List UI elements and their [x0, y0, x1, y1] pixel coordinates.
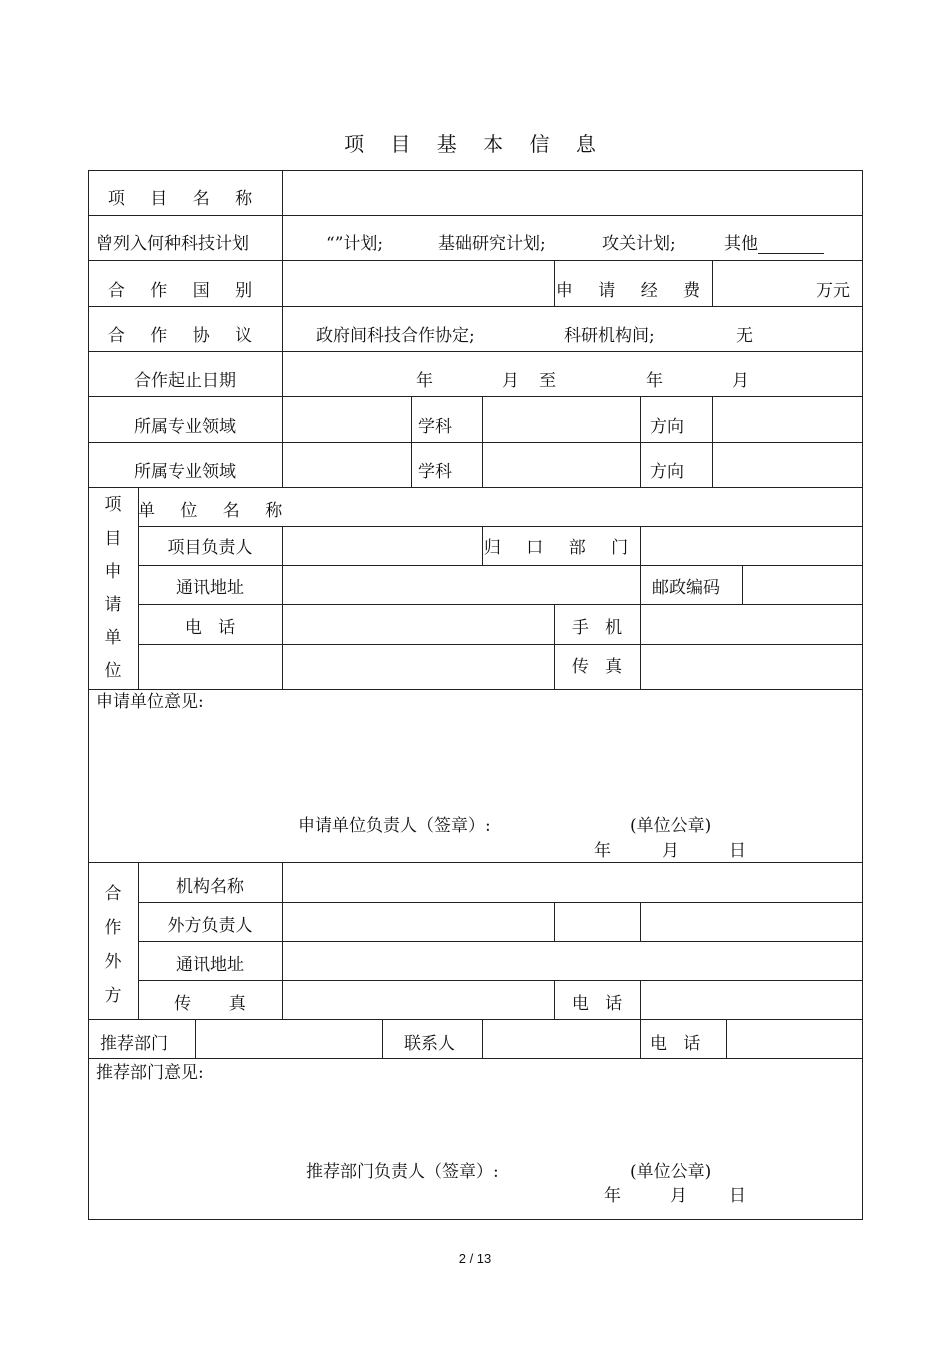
- recommend-opinion-label: 推荐部门意见:: [96, 1063, 204, 1083]
- side-char: 请: [104, 595, 122, 615]
- label-recommend-dept: 推荐部门: [100, 1034, 168, 1054]
- col-divider: [712, 396, 713, 487]
- funding-unit: 万元: [816, 281, 850, 301]
- col-divider: [195, 1019, 196, 1058]
- option-plan-tackle[interactable]: 攻关计划;: [602, 234, 676, 254]
- col-divider: [640, 396, 641, 487]
- col-divider: [726, 1019, 727, 1058]
- col-divider: [282, 862, 283, 1019]
- label-subject-2: 学科: [418, 462, 452, 482]
- col-divider: [640, 902, 641, 941]
- option-plan-other-label: 其他: [724, 234, 758, 254]
- row-divider: [88, 442, 863, 443]
- recommend-date-month: 月: [670, 1186, 687, 1206]
- option-plan-other[interactable]: [724, 234, 824, 254]
- partner-side-label: [88, 884, 138, 1006]
- border-bottom: [88, 1219, 863, 1220]
- label-direction-1: 方向: [650, 417, 684, 437]
- label-partner-phone: 电 话: [571, 994, 623, 1014]
- side-char: 位: [104, 661, 122, 681]
- period-year-end: 年: [646, 371, 663, 391]
- label-partner-fax: 传 真: [174, 994, 246, 1014]
- label-agreement: 合 作 协 议: [107, 326, 263, 346]
- col-divider: [282, 526, 283, 689]
- project-info-form: [88, 170, 863, 1220]
- label-project-leader: 项目负责人: [167, 538, 253, 558]
- label-partner-address: 通讯地址: [176, 955, 244, 975]
- col-divider: [640, 1019, 641, 1058]
- col-divider: [282, 170, 283, 487]
- col-divider: [640, 604, 641, 689]
- col-divider: [554, 902, 555, 941]
- label-org-name: 机构名称: [176, 877, 244, 897]
- border-right: [862, 170, 863, 1220]
- side-char: 合: [104, 884, 122, 904]
- side-char: 作: [104, 918, 122, 938]
- label-direction-2: 方向: [650, 462, 684, 482]
- applicant-date-month: 月: [662, 841, 679, 861]
- side-char: 方: [104, 986, 122, 1006]
- row-divider: [88, 260, 863, 261]
- option-agreement-none[interactable]: 无: [736, 326, 753, 346]
- label-fax: 传 真: [571, 657, 623, 677]
- label-field-2: 所属专业领域: [134, 462, 236, 482]
- label-recommend-phone: 电 话: [650, 1034, 701, 1054]
- applicant-date-year: 年: [594, 841, 611, 861]
- recommend-date-year: 年: [604, 1186, 621, 1206]
- row-divider: [138, 941, 863, 942]
- applicant-signer: 申请单位负责人（签章）:: [298, 816, 491, 836]
- side-char: 项: [104, 495, 122, 515]
- label-phone: 电 话: [184, 618, 236, 638]
- side-char: 申: [104, 562, 122, 582]
- label-address: 通讯地址: [176, 578, 244, 598]
- other-plan-blank[interactable]: [758, 235, 824, 254]
- label-postcode: 邮政编码: [652, 578, 720, 598]
- row-divider: [88, 1019, 863, 1020]
- col-divider: [482, 396, 483, 487]
- row-divider: [88, 351, 863, 352]
- border-top: [88, 170, 863, 171]
- col-divider: [742, 565, 743, 604]
- page-title: 项 目 基 本 信 息: [344, 132, 606, 156]
- period-month-start: 月: [502, 371, 519, 391]
- period-month-end: 月: [732, 371, 749, 391]
- label-mobile: 手 机: [571, 618, 623, 638]
- applicant-date-day: 日: [729, 841, 746, 861]
- option-agreement-gov[interactable]: 政府间科技合作协定;: [316, 326, 475, 346]
- row-divider: [88, 487, 863, 488]
- recommend-date-day: 日: [729, 1186, 746, 1206]
- row-divider: [88, 862, 863, 863]
- label-project-name: 项 目 名 称: [107, 189, 263, 209]
- row-divider: [88, 215, 863, 216]
- row-divider: [138, 644, 863, 645]
- label-plan: 曾列入何种科技计划: [96, 234, 249, 254]
- label-subject-1: 学科: [418, 417, 452, 437]
- row-divider: [88, 689, 863, 690]
- label-funding: 申 请 经 费: [555, 281, 711, 301]
- col-divider: [640, 980, 641, 1019]
- label-field-1: 所属专业领域: [134, 417, 236, 437]
- option-agreement-inst[interactable]: 科研机构间;: [564, 326, 655, 346]
- option-plan-basic[interactable]: 基础研究计划;: [438, 234, 546, 254]
- col-divider: [640, 565, 641, 604]
- row-divider: [88, 396, 863, 397]
- page-number: 2 / 13: [458, 1251, 492, 1266]
- row-divider: [88, 1058, 863, 1059]
- col-divider: [382, 1019, 383, 1058]
- period-year-start: 年: [416, 371, 433, 391]
- period-to: 至: [539, 371, 556, 391]
- col-divider: [411, 396, 412, 487]
- option-plan-1[interactable]: “”计划;: [326, 234, 384, 254]
- row-divider: [88, 306, 863, 307]
- label-contact: 联系人: [404, 1034, 455, 1054]
- side-char: 目: [104, 529, 122, 549]
- label-period: 合作起止日期: [134, 371, 236, 391]
- applicant-seal: (单位公章): [630, 816, 712, 836]
- col-divider: [640, 526, 641, 565]
- applicant-opinion-label: 申请单位意见:: [96, 692, 204, 712]
- row-divider: [138, 980, 863, 981]
- label-foreign-leader: 外方负责人: [167, 916, 253, 936]
- recommend-signer: 推荐部门负责人（签章）:: [306, 1162, 499, 1182]
- col-divider: [482, 1019, 483, 1058]
- label-department: 归 口 部 门: [483, 538, 639, 558]
- label-country: 合 作 国 别: [107, 281, 263, 301]
- row-divider: [138, 902, 863, 903]
- side-char: 单: [104, 628, 122, 648]
- col-divider: [712, 260, 713, 306]
- applicant-side-label: [88, 495, 138, 681]
- side-char: 外: [104, 952, 122, 972]
- row-divider: [138, 526, 863, 527]
- row-divider: [138, 565, 863, 566]
- label-unit-name: 单 位 名 称: [138, 501, 293, 521]
- recommend-seal: (单位公章): [630, 1162, 712, 1182]
- row-divider: [138, 604, 863, 605]
